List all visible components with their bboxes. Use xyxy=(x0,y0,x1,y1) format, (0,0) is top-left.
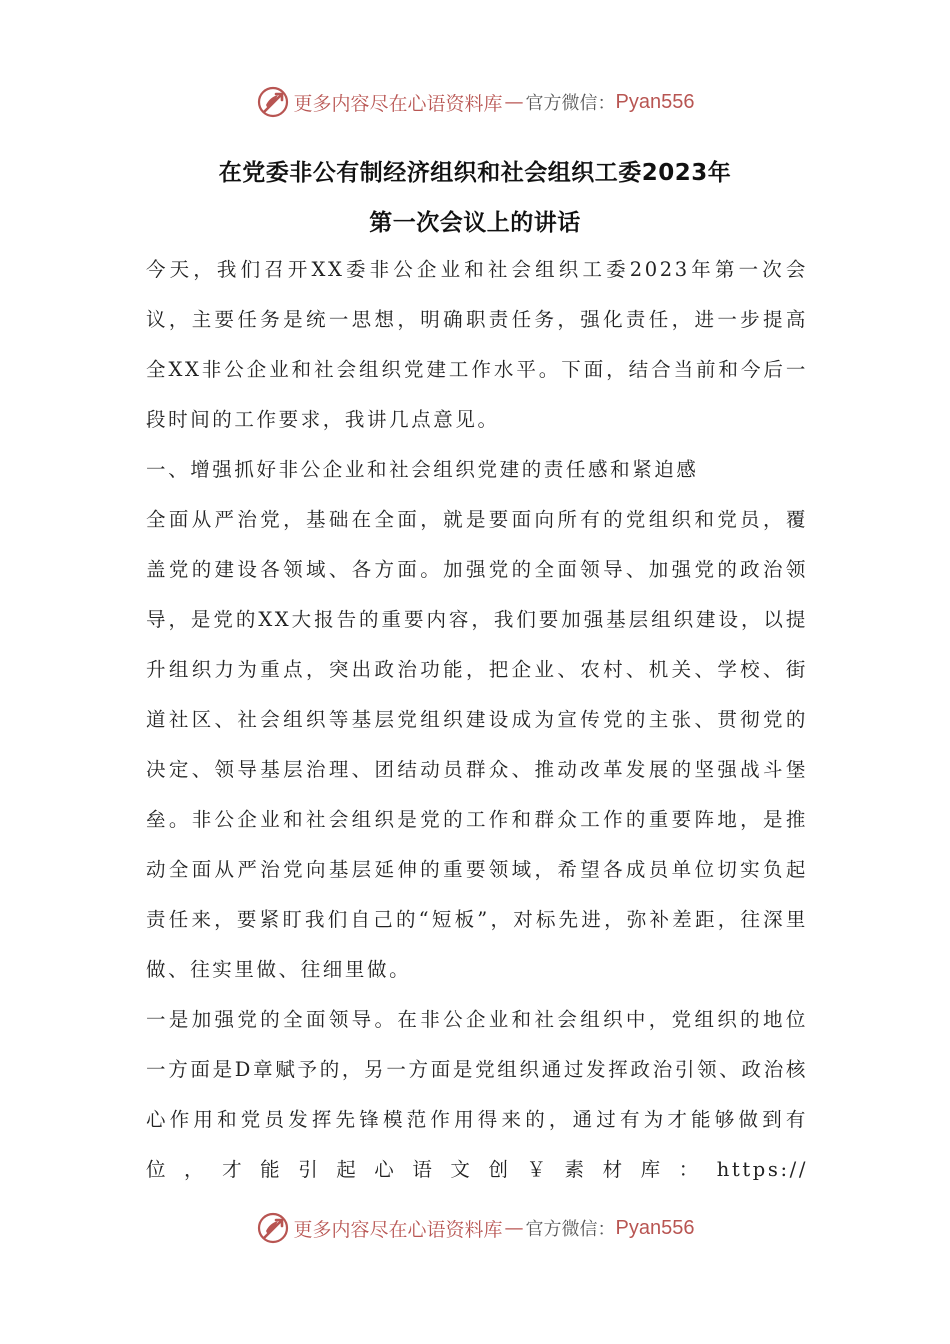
paragraph-section-1: 全面从严治党，基础在全面，就是要面向所有的党组织和党员，覆盖党的建设各领域、各方面。加强党的全面领导、加强党的政治领导，是党的XX大报告的重要内容，我们要加强基层组织建设，以提升组织力为重点，突出政治功能，把企业、农村、机关、学校、街道社区、社会组织等基层党组织建设成为宣传党的主张、贯彻党的决定、领导基层治理、团结动员群众、推动改革发展的坚强战斗堡垒。非公企业和社会组织是党的工作和群众工作的重要阵地，是推动全面从严治党向基层延伸的重要领域，希望各成员单位切实负起责任来，要紧盯我们自己的“短板”，对标先进，弥补差距，往深里做、往实里做、往细里做。 xyxy=(146,508,808,981)
document-title-line-2: 第一次会议上的讲话 xyxy=(369,210,581,236)
document-body xyxy=(146,245,808,1195)
watermark-separator: — xyxy=(504,91,524,113)
watermark-label: 官方微信： xyxy=(525,93,616,114)
paragraph-intro: 今天，我们召开XX委非公企业和社会组织工委2023年第一次会议，主要任务是统一思想，明确职责任务，强化责任，进一步提高全XX非公企业和社会组织党建工作水平。下面，结合当前和今后一段时间的工作要求，我讲几点意见。 xyxy=(146,258,808,431)
watermark-text: 更多内容尽在心语资料库 xyxy=(293,1218,503,1241)
paragraph-point-1: 一是加强党的全面领导。在非公企业和社会组织中，党组织的地位一方面是D章赋予的，另一方面是党组织通过发挥政治引领、政治核心作用和党员发挥先锋模范作用得来的，通过有为才能够做到有位，才能引起心语文创￥素材库：https:// xyxy=(146,1008,808,1181)
watermark-text: 更多内容尽在心语资料库 xyxy=(293,92,503,115)
watermark-wechat-id: Pyan556 xyxy=(615,1216,695,1239)
quill-logo-icon xyxy=(256,85,290,119)
document-title-line-1: 在党委非公有制经济组织和社会组织工委2023年 xyxy=(218,160,732,186)
section-heading-1: 一、增强抓好非公企业和社会组织党建的责任感和紧迫感 xyxy=(146,458,699,481)
watermark-banner-bottom xyxy=(0,1208,950,1248)
watermark-wechat-id: Pyan556 xyxy=(615,90,695,113)
watermark-banner-top xyxy=(0,82,950,122)
watermark-separator: — xyxy=(504,1217,524,1239)
quill-logo-icon xyxy=(256,1211,290,1245)
watermark-label: 官方微信： xyxy=(525,1219,616,1240)
